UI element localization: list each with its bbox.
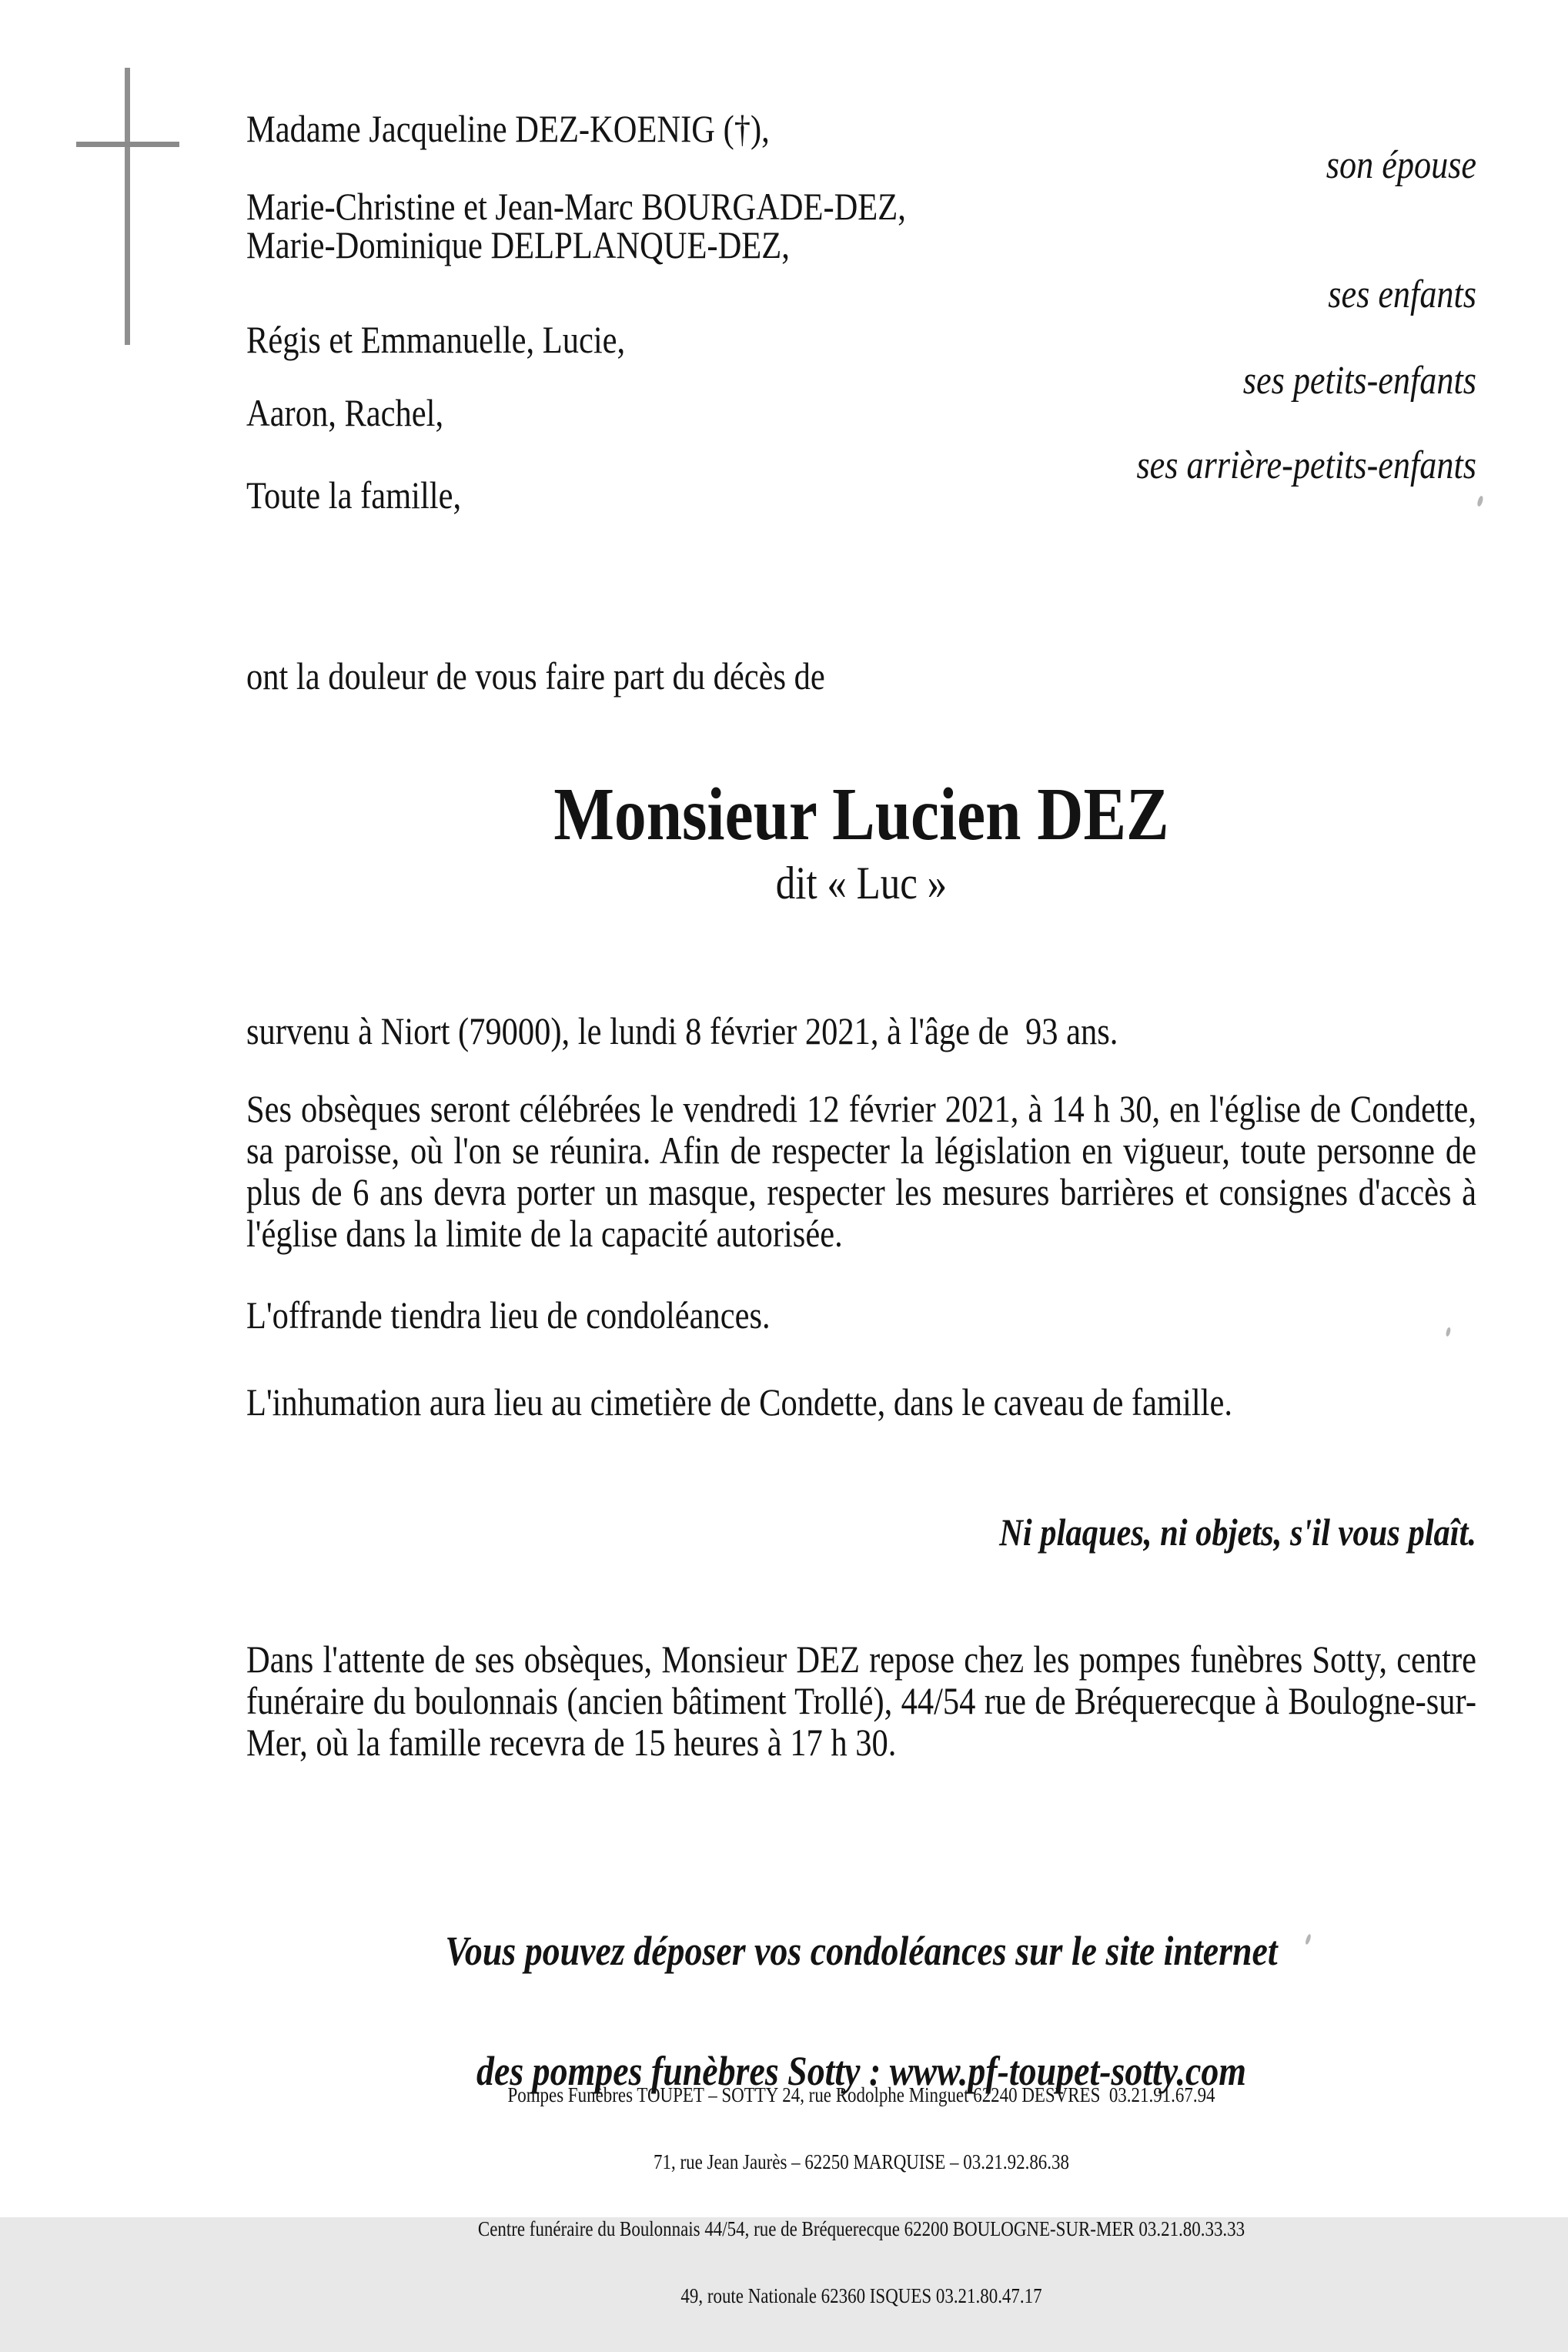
spouse-name-line: Madame Jacqueline DEZ-KOENIG (†), (246, 107, 770, 150)
whole-family-line: Toute la famille, (246, 473, 462, 517)
spouse-role-label: son épouse (1326, 143, 1476, 187)
children-names-line-1: Marie-Christine et Jean-Marc BOURGADE-DEZ, (246, 185, 906, 228)
repose-paragraph: Dans l'attente de ses obsèques, Monsieur DEZ repose chez les pompes funèbres Sotty, centre funéraire du boulonnais (ancien bâtiment Trollé), 44/54 rue de Bréquerecque à Boulogne-sur-Mer, où la famille recevra de 15 heures à 17 h 30. (246, 1638, 1476, 1764)
footer-line-boulogne: Centre funéraire du Boulonnais 44/54, rue de Bréquerecque 62200 BOULOGNE-SUR-MER 03.21.80.33.33 (477, 2217, 1245, 2240)
funeral-paragraph: Ses obsèques seront célébrées le vendredi 12 février 2021, à 14 h 30, en l'église de Condette, sa paroisse, où l'on se réunira. Afin de respecter la législation en vigueur, toute personne de plus de 6 ans devra porter un masque, respecter les mesures barrières et consignes d'accès à l'église dans la limite de la capacité autorisée. (246, 1087, 1476, 1255)
deceased-name-title: Monsieur Lucien DEZ (553, 773, 1169, 856)
offering-line: L'offrande tiendra lieu de condoléances. (246, 1293, 771, 1337)
footer-line-marquise: 71, rue Jean Jaurès – 62250 MARQUISE – 03.21.92.86.38 (654, 2150, 1069, 2173)
children-names-line-2: Marie-Dominique DELPLANQUE-DEZ, (246, 223, 790, 266)
grandchildren-role-label: ses petits-enfants (1242, 359, 1476, 403)
no-plaques-request-line: Ni plaques, ni objets, s'il vous plaît. (999, 1511, 1476, 1554)
burial-line: L'inhumation aura lieu au cimetière de Condette, dans le caveau de famille. (246, 1380, 1232, 1424)
footer-line-desvres: Pompes Funèbres TOUPET – SOTTY 24, rue Rodolphe Minguet 62240 DESVRES 03.21.91.67.94 (507, 2083, 1215, 2106)
deceased-alias-line: dit « Luc » (775, 858, 948, 908)
condolences-website-url: www.pf-toupet-sotty.com (889, 2048, 1246, 2094)
condolences-line-1: Vous pouvez déposer vos condoléances sur le site internet (445, 1928, 1278, 1974)
announcement-body (246, 0, 1476, 2307)
condolences-line-2-prefix: des pompes funèbres Sotty : (476, 2048, 890, 2094)
funeral-home-footer (246, 2039, 1476, 2352)
cross-icon-vertical-bar (125, 68, 130, 345)
grandchildren-names-line: Régis et Emmanuelle, Lucie, (246, 318, 626, 361)
footer-line-isques: 49, route Nationale 62360 ISQUES 03.21.80.47.17 (680, 2284, 1042, 2307)
announcement-intro-line: ont la douleur de vous faire part du décès de (246, 654, 825, 698)
great-grandchildren-role-label: ses arrière-petits-enfants (1136, 443, 1476, 487)
death-details-line: survenu à Niort (79000), le lundi 8 février 2021, à l'âge de 93 ans. (246, 1009, 1118, 1052)
cross-icon-horizontal-bar (76, 142, 179, 147)
children-role-label: ses enfants (1328, 273, 1476, 316)
scan-artifact (1476, 495, 1484, 507)
great-grandchildren-names-line: Aaron, Rachel, (246, 391, 444, 434)
